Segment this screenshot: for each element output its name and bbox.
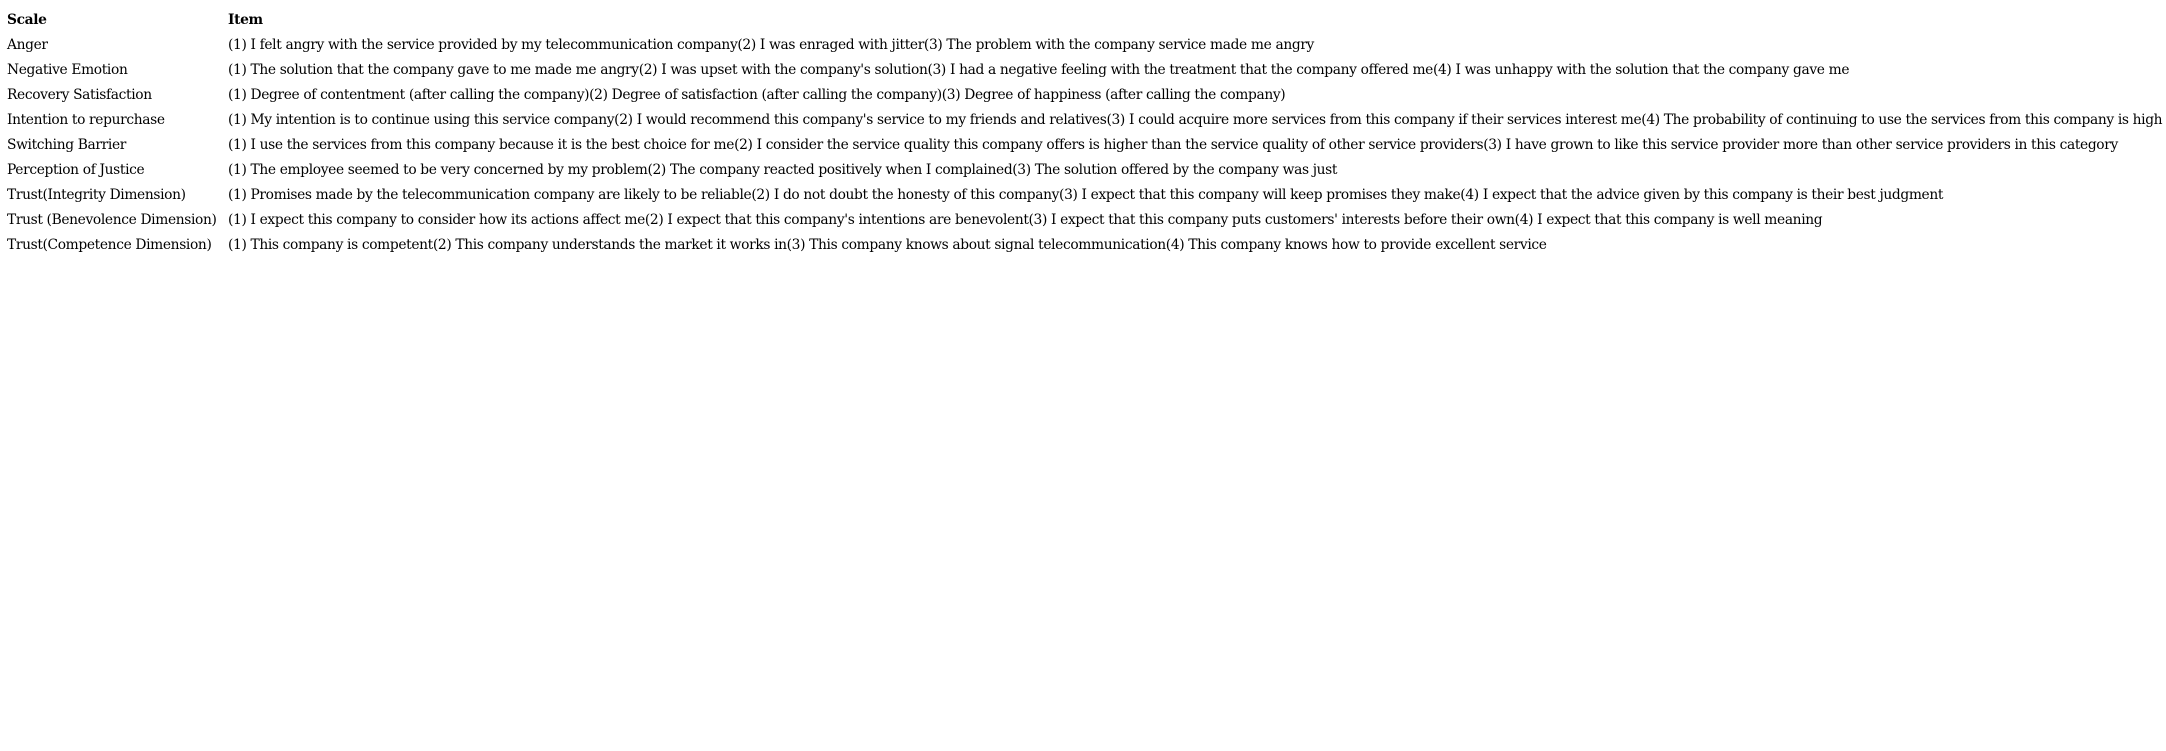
table-header-row — [7, 8, 2162, 33]
item-column-header: Item — [228, 12, 263, 28]
item-cell: (1) Degree of contentment (after calling the company)(2) Degree of satisfaction (after calling the company)(3) Degree of happiness (after calling the company) — [228, 87, 1286, 103]
table-row — [7, 108, 2162, 133]
item-cell: (1) The employee seemed to be very concerned by my problem(2) The company reacted positively when I complained(3) The solution offered by the company was just — [228, 162, 1338, 178]
item-cell: (1) I expect this company to consider how its actions affect me(2) I expect that this company's intentions are benevolent(3) I expect that this company puts customers' interests before their own(4) I expect that this company is well meaning — [228, 212, 1823, 228]
scale-cell: Negative Emotion — [7, 62, 128, 78]
item-cell: (1) My intention is to continue using this service company(2) I would recommend this company's service to my friends and relatives(3) I could acquire more services from this company if their services interest me(4) The probability of continuing to use the services from this company is high — [228, 112, 2163, 128]
table-row — [7, 233, 2162, 258]
scale-cell: Intention to repurchase — [7, 112, 165, 128]
scale-cell: Trust (Benevolence Dimension) — [7, 212, 217, 228]
item-cell: (1) Promises made by the telecommunication company are likely to be reliable(2) I do not doubt the honesty of this company(3) I expect that this company will keep promises they make(4) I expect that the advice given by this company is their best judgment — [228, 187, 1944, 203]
table-row — [7, 183, 2162, 208]
scale-cell: Switching Barrier — [7, 137, 126, 153]
table-row — [7, 158, 2162, 183]
scale-items-table — [7, 8, 2162, 258]
table-row — [7, 208, 2162, 233]
item-cell: (1) The solution that the company gave to me made me angry(2) I was upset with the company's solution(3) I had a negative feeling with the treatment that the company offered me(4) I was unhappy with the solution that the company gave me — [228, 62, 1850, 78]
scale-cell: Recovery Satisfaction — [7, 87, 152, 103]
scale-cell: Anger — [7, 37, 48, 53]
scale-column-header: Scale — [7, 12, 47, 28]
item-cell: (1) I use the services from this company because it is the best choice for me(2) I consider the service quality this company offers is higher than the service quality of other service providers(3) I have grown to like this service provider more than other service providers in this category — [228, 137, 2118, 153]
scale-cell: Trust(Competence Dimension) — [7, 237, 212, 253]
scale-items-table-container — [7, 8, 2162, 258]
table-row — [7, 83, 2162, 108]
scale-cell: Perception of Justice — [7, 162, 145, 178]
scale-cell: Trust(Integrity Dimension) — [7, 187, 186, 203]
table-row — [7, 33, 2162, 58]
table-row — [7, 133, 2162, 158]
item-cell: (1) This company is competent(2) This company understands the market it works in(3) This company knows about signal telecommunication(4) This company knows how to provide excellent service — [228, 237, 1547, 253]
item-cell: (1) I felt angry with the service provided by my telecommunication company(2) I was enraged with jitter(3) The problem with the company service made me angry — [228, 37, 1314, 53]
table-row — [7, 58, 2162, 83]
